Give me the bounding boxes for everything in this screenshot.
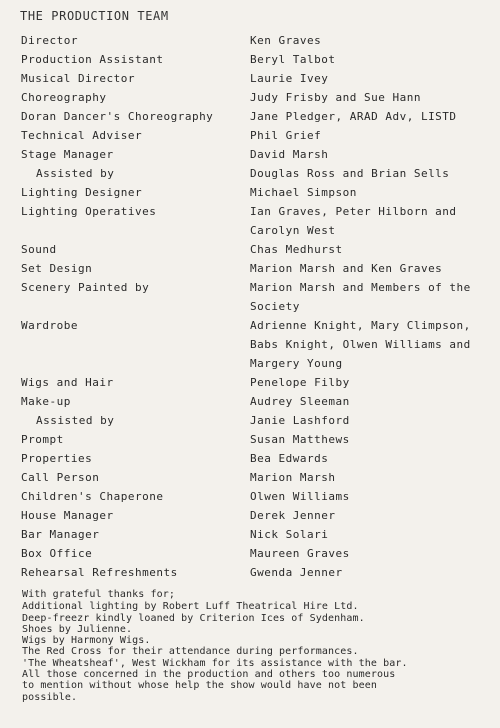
acknowledgements-intro: With grateful thanks for; — [22, 589, 176, 600]
credit-role: House Manager — [21, 509, 114, 522]
acknowledgement-line: All those concerned in the production and others too numerous — [22, 669, 396, 681]
credit-names: Nick Solari — [250, 528, 329, 541]
acknowledgement-line: Shoes by Julienne. — [22, 623, 133, 635]
credit-names: Jane Pledger, ARAD Adv, LISTD — [250, 110, 457, 123]
credit-names: Laurie Ivey — [250, 72, 329, 85]
credit-row — [0, 449, 500, 468]
credit-row — [0, 183, 500, 202]
credit-role: Production Assistant — [21, 53, 164, 66]
credit-row — [0, 202, 500, 240]
credit-row — [0, 31, 500, 50]
credit-names: Bea Edwards — [250, 452, 329, 465]
credit-names: Marion Marsh and Ken Graves — [250, 262, 443, 275]
credit-row — [0, 525, 500, 544]
credit-row — [0, 50, 500, 69]
credit-names: Chas Medhurst — [250, 243, 343, 256]
credit-role: Call Person — [21, 471, 100, 484]
credit-role: Director — [21, 34, 78, 47]
credit-role: Bar Manager — [21, 528, 100, 541]
credit-role: Musical Director — [21, 72, 135, 85]
credit-row — [0, 126, 500, 145]
credit-names: Janie Lashford — [250, 414, 350, 427]
credit-names: Marion Marsh and Members of the Society — [250, 281, 471, 313]
credit-names: Susan Matthews — [250, 433, 350, 446]
credit-row — [0, 69, 500, 88]
credit-role: Choreography — [21, 91, 107, 104]
page-title: THE PRODUCTION TEAM — [20, 9, 169, 23]
credit-role: Box Office — [21, 547, 93, 560]
acknowledgement-line: Deep-freezr kindly loaned by Criterion Ices of Sydenham. — [22, 612, 365, 624]
credit-role: Assisted by — [36, 414, 115, 427]
credit-role: Lighting Designer — [21, 186, 143, 199]
credit-row — [0, 544, 500, 563]
credit-names: David Marsh — [250, 148, 329, 161]
credit-names: Michael Simpson — [250, 186, 357, 199]
credit-row — [0, 259, 500, 278]
credit-row — [0, 563, 500, 582]
credit-names: Douglas Ross and Brian Sells — [250, 167, 450, 180]
credit-row — [0, 278, 500, 316]
credit-role: Sound — [21, 243, 57, 256]
credit-row — [0, 411, 500, 430]
credit-names: Judy Frisby and Sue Hann — [250, 91, 421, 104]
credit-row — [0, 240, 500, 259]
acknowledgement-line: possible. — [22, 691, 78, 703]
credit-role: Scenery Painted by — [21, 281, 150, 294]
credit-row — [0, 316, 500, 373]
credit-role: Rehearsal Refreshments — [21, 566, 178, 579]
credit-role: Technical Adviser — [21, 129, 143, 142]
credit-row — [0, 88, 500, 107]
credit-role: Set Design — [21, 262, 93, 275]
acknowledgement-line: 'The Wheatsheaf', West Wickham for its assistance with the bar. — [22, 657, 408, 669]
credit-role: Make-up — [21, 395, 71, 408]
credit-names: Beryl Talbot — [250, 53, 336, 66]
credit-names: Phil Grief — [250, 129, 322, 142]
credit-role: Children's Chaperone — [21, 490, 164, 503]
credit-row — [0, 145, 500, 164]
credit-role: Stage Manager — [21, 148, 114, 161]
acknowledgement-line: The Red Cross for their attendance during performances. — [22, 646, 359, 658]
credit-role: Prompt — [21, 433, 64, 446]
credits-list — [0, 31, 500, 582]
acknowledgements — [22, 589, 492, 703]
credit-row — [0, 107, 500, 126]
credit-row — [0, 392, 500, 411]
credit-row — [0, 487, 500, 506]
credit-role: Wardrobe — [21, 319, 78, 332]
credit-names: Derek Jenner — [250, 509, 336, 522]
credit-names: Audrey Sleeman — [250, 395, 350, 408]
credit-names: Ian Graves, Peter Hilborn and Carolyn West — [250, 205, 457, 237]
credit-names: Gwenda Jenner — [250, 566, 343, 579]
acknowledgement-line: Additional lighting by Robert Luff Theatrical Hire Ltd. — [22, 601, 359, 613]
acknowledgement-line: Wigs by Harmony Wigs. — [22, 635, 151, 647]
credit-names: Olwen Williams — [250, 490, 350, 503]
credit-role: Wigs and Hair — [21, 376, 114, 389]
credit-row — [0, 164, 500, 183]
credit-names: Ken Graves — [250, 34, 322, 47]
credit-row — [0, 430, 500, 449]
credit-role: Assisted by — [36, 167, 115, 180]
credit-row — [0, 506, 500, 525]
acknowledgement-line: to mention without whose help the show would have not been — [22, 680, 377, 692]
credit-role: Properties — [21, 452, 93, 465]
credit-names: Adrienne Knight, Mary Climpson, Babs Knight, Olwen Williams and Margery Young — [250, 319, 471, 370]
credit-row — [0, 373, 500, 392]
credit-role: Lighting Operatives — [21, 205, 157, 218]
credit-names: Marion Marsh — [250, 471, 336, 484]
credit-names: Penelope Filby — [250, 376, 350, 389]
credit-names: Maureen Graves — [250, 547, 350, 560]
credit-role: Doran Dancer's Choreography — [21, 110, 214, 123]
credit-row — [0, 468, 500, 487]
